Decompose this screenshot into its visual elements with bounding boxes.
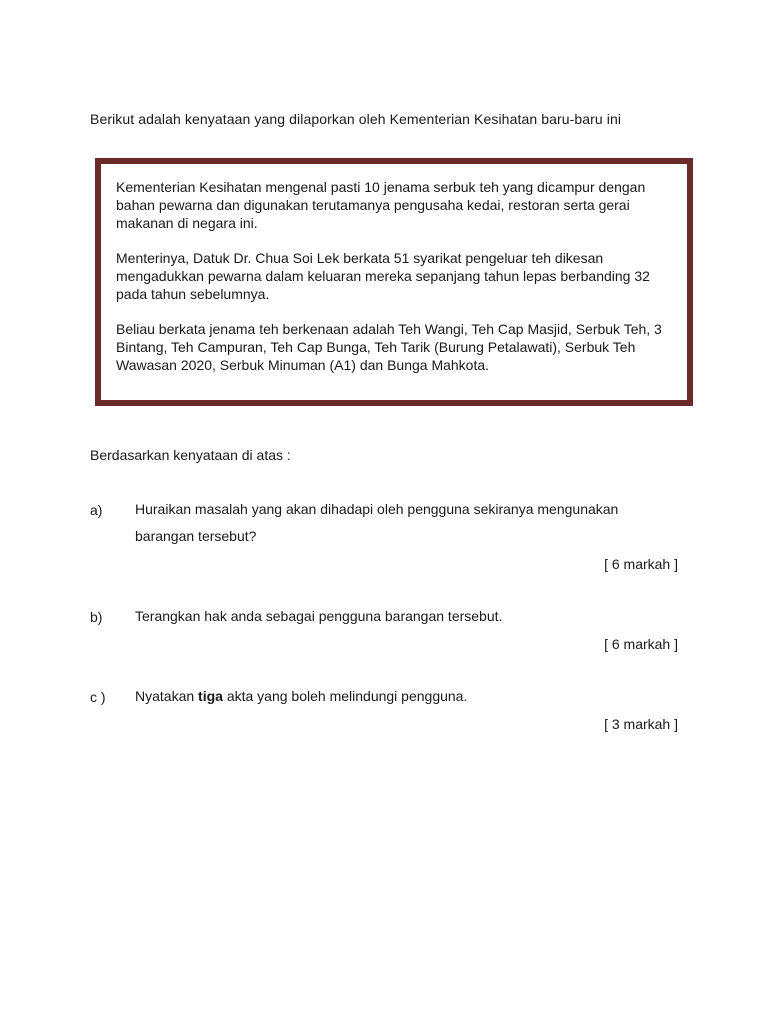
intro-text: Berikut adalah kenyataan yang dilaporkan oleh Kementerian Kesihatan baru-baru ini — [90, 111, 622, 127]
question-text — [135, 496, 680, 550]
question-text-line-1: Huraikan masalah yang akan dihadapi oleh pengguna sekiranya mengunakan — [135, 501, 619, 517]
question-text-bold: tiga — [198, 688, 223, 704]
statement-paragraph-1: Kementerian Kesihatan mengenal pasti 10 jenama serbuk teh yang dicampur dengan bahan pewarna dan digunakan terutamanya pengusaha kedai, restoran serta gerai makanan di negara ini. — [116, 179, 646, 231]
question-text-before: Nyatakan — [135, 688, 199, 704]
question-text — [135, 683, 680, 710]
question-label: c ) — [90, 689, 106, 705]
statement-paragraph-3: Beliau berkata jenama teh berkenaan adalah Teh Wangi, Teh Cap Masjid, Serbuk Teh, 3 Bintang, Teh Campuran, Teh Cap Bunga, Teh Tarik (Burung Petalawati), Serbuk Teh Wawasan 2020, Serbuk Minuman (A1) dan Bunga Mahkota. — [116, 321, 662, 373]
statement-content — [116, 178, 676, 391]
marks-label: [ 6 markah ] — [604, 556, 678, 572]
marks-label: [ 6 markah ] — [604, 636, 678, 652]
question-text-after: akta yang boleh melindungi pengguna. — [222, 688, 468, 704]
section-intro: Berdasarkan kenyataan di atas : — [90, 447, 291, 463]
statement-box — [95, 158, 693, 406]
question-text-line-2: barangan tersebut? — [135, 528, 257, 544]
question-label: a) — [90, 502, 103, 518]
statement-paragraph-2: Menterinya, Datuk Dr. Chua Soi Lek berkata 51 syarikat pengeluar teh dikesan mengadukkan pewarna dalam keluaran mereka sepanjang tahun lepas berbanding 32 pada tahun sebelumnya. — [116, 250, 650, 302]
question-label: b) — [90, 609, 103, 625]
question-text: Terangkan hak anda sebagai pengguna barangan tersebut. — [135, 608, 503, 624]
marks-label: [ 3 markah ] — [604, 716, 678, 732]
